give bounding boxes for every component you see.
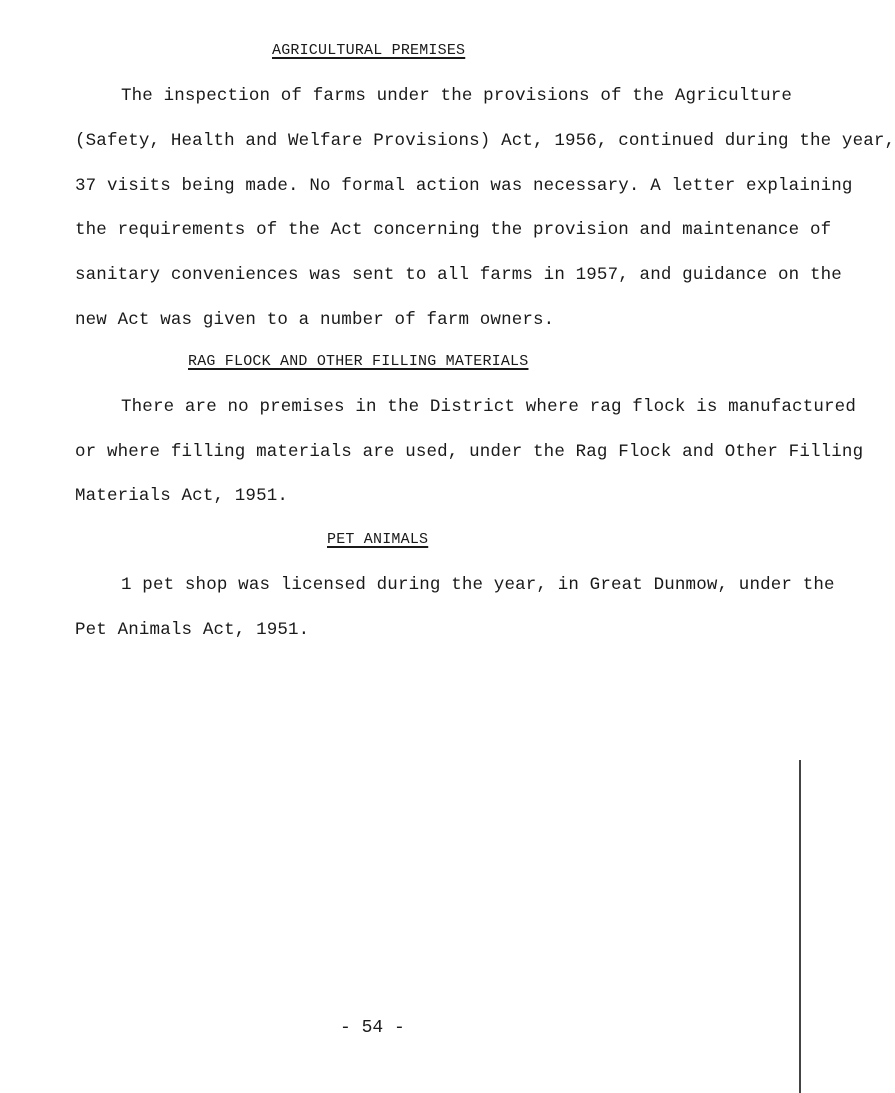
paragraph-line: Pet Animals Act, 1951. xyxy=(75,620,310,640)
scan-edge-mark xyxy=(799,760,801,1093)
paragraph-line: The inspection of farms under the provisions of the Agriculture xyxy=(121,86,793,106)
paragraph-line: (Safety, Health and Welfare Provisions) Act, 1956, continued during the year, xyxy=(75,131,895,151)
section-heading-pet-animals: PET ANIMALS xyxy=(327,531,429,548)
paragraph-line: Materials Act, 1951. xyxy=(75,486,289,506)
section-heading-rag-flock: RAG FLOCK AND OTHER FILLING MATERIALS xyxy=(188,353,529,370)
paragraph-line: 1 pet shop was licensed during the year, in Great Dunmow, under the xyxy=(121,575,835,595)
section-heading-agricultural-premises: AGRICULTURAL PREMISES xyxy=(272,42,466,59)
page-number: - 54 - xyxy=(340,1018,405,1038)
paragraph-line: or where filling materials are used, under the Rag Flock and Other Filling xyxy=(75,442,864,462)
paragraph-line: 37 visits being made. No formal action was necessary. A letter explaining xyxy=(75,176,853,196)
paragraph-line: sanitary conveniences was sent to all farms in 1957, and guidance on the xyxy=(75,265,842,285)
paragraph-line: the requirements of the Act concerning the provision and maintenance of xyxy=(75,220,832,240)
paragraph-line: There are no premises in the District where rag flock is manufactured xyxy=(121,397,856,417)
paragraph-line: new Act was given to a number of farm owners. xyxy=(75,310,555,330)
